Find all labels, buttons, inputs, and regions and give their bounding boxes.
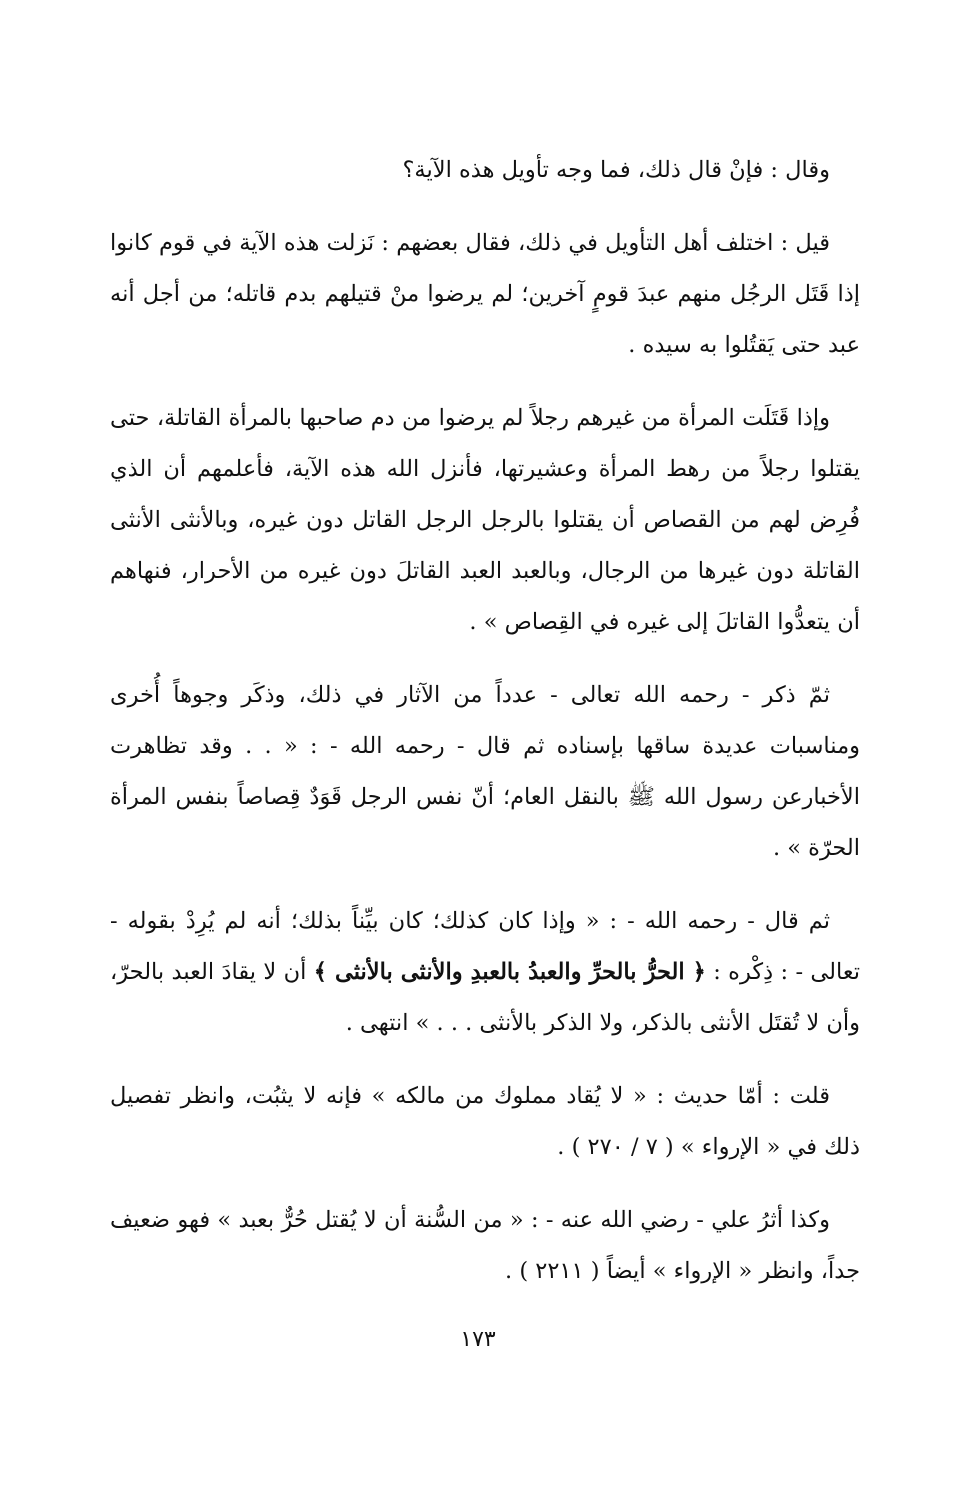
paragraph-verse-explanation <box>110 896 860 1049</box>
page-number: ١٧٣ <box>460 1327 496 1352</box>
quran-verse: ﴿ الحرُّ بالحرِّ والعبدُ بالعبدِ والأنثى بالأنثى ﴾ <box>313 959 706 985</box>
verse-outro-text: أن لا يقادَ العبد بالحرّ، وأن لا تُقتَل الأنثى بالذكر، ولا الذكر بالأنثى . . . » انتهى . <box>110 959 860 1036</box>
paragraph-ali-narration: وكذا أثرُ علي - رضي الله عنه - : « من السُّنة أن لا يُقتل حُرٌّ بعبد » فهو ضعيف جداً، وانظر « الإرواء » أيضاً ( ٢٢١١ ) . <box>110 1207 860 1284</box>
verse-intro-text: ثم قال - رحمه الله - : « وإذا كان كذلك؛ كان بيِّناً بذلك؛ أنه لم يُرِدْ بقوله - تعالى - : ذِكْره : <box>110 908 861 985</box>
page-body <box>110 145 860 1319</box>
paragraph-question: وقال : فإنْ قال ذلك، فما وجه تأويل هذه الآية؟ <box>402 157 830 183</box>
paragraph-interpretation: قيل : اختلف أهل التأويل في ذلك، فقال بعضهم : نَزلت هذه الآية في قوم كانوا إذا قَتَل الرجُل منهم عبدَ قومٍ آخرين؛ لم يرضوا منْ قتيلهم بدم قاتله؛ من أجل أنه عبد حتى يَقتُلوا به سيده . <box>110 230 860 358</box>
paragraph-narrations: ثمّ ذكر - رحمه الله تعالى - عدداً من الآثار في ذلك، وذكَر وجوهاً أُخرى ومناسبات عديدة ساقها بإسناده ثم قال - رحمه الله - : « . . وقد تظاهرت الأخبارعن رسول الله ﷺ بالنقل العام؛ أنّ نفس الرجل قَوَدٌ قِصاصاً بنفس المرأة الحرّة » . <box>110 682 860 861</box>
paragraph-hadith-note: قلت : أمّا حديث : « لا يُقاد مملوك من مالكه » فإنه لا يثبُت، وانظر تفصيل ذلك في « الإرواء » ( ٧ / ٢٧٠ ) . <box>110 1083 860 1160</box>
paragraph-woman-case: وإذا قَتَلَت المرأة من غيرهم رجلاً لم يرضوا من دم صاحبها بالمرأة القاتلة، حتى يقتلوا رجلاً من رهط المرأة وعشيرتها، فأنزل الله هذه الآية، فأعلمهم أن الذي فُرِض لهم من القصاص أن يقتلوا بالرجل الرجل القاتل دون غيره، وبالأنثى الأنثى القاتلة دون غيرها من الرجال، وبالعبد العبد القاتلَ دون غيره من الأحرار، فنهاهم أن يتعدُّوا القاتلَ إلى غيره في القِصاص » . <box>110 405 860 635</box>
